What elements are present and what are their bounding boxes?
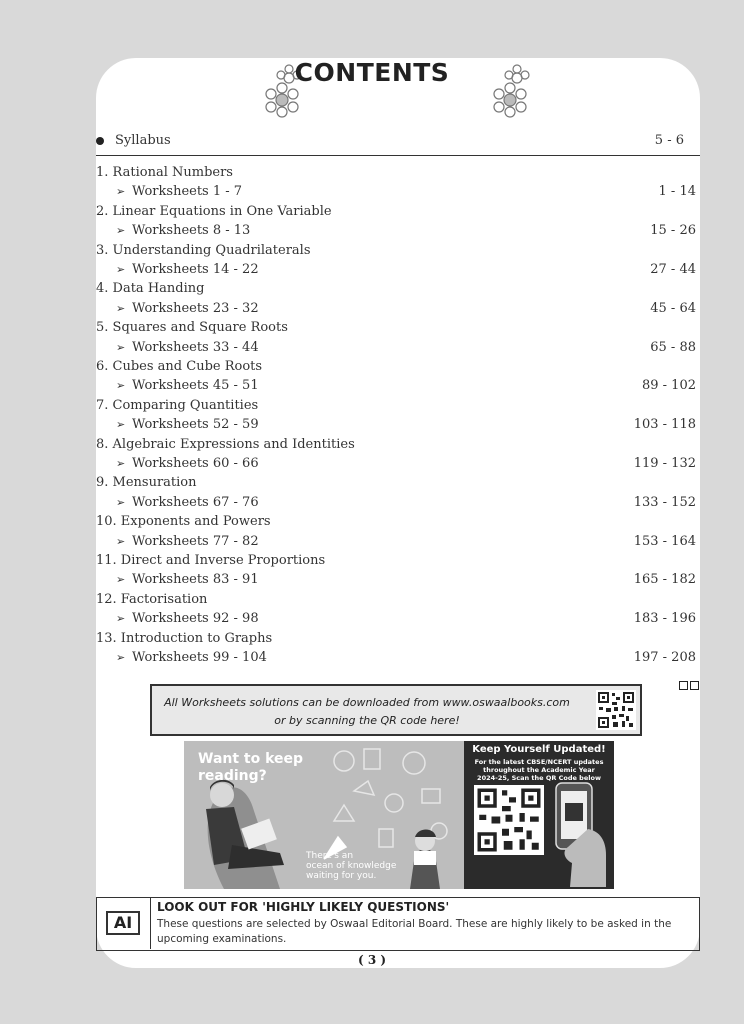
- chapter-title: 6. Cubes and Cube Roots: [96, 359, 263, 374]
- toc-syllabus-row[interactable]: [96, 133, 700, 153]
- ai-heading: LOOK OUT FOR 'HIGHLY LIKELY QUESTIONS': [157, 900, 450, 914]
- toc-chapter-row[interactable]: [96, 631, 700, 651]
- chapter-title: 13. Introduction to Graphs: [96, 630, 273, 646]
- toc-chapter-row[interactable]: [96, 243, 700, 263]
- toc-worksheet-row[interactable]: [96, 417, 700, 437]
- worksheet-pages: 197 - 208: [633, 650, 696, 665]
- notice-line-1: All Worksheets solutions can be downloaded from www.oswaalbooks.com: [164, 696, 570, 709]
- worksheet-pages: 15 - 26: [650, 223, 696, 239]
- arrow-bullet-icon: ➢: [116, 301, 126, 315]
- want-line-2: reading?: [198, 768, 267, 784]
- worksheet-pages: 1 - 14: [658, 184, 696, 200]
- worksheet-range: Worksheets 52 - 59: [132, 417, 259, 433]
- chapter-title: 7. Comparing Quantities: [96, 397, 259, 413]
- ocean-line-3: waiting for you.: [306, 871, 377, 881]
- toc-worksheet-row[interactable]: [96, 223, 700, 243]
- arrow-bullet-icon: ➢: [116, 495, 126, 509]
- syllabus-label: Syllabus: [115, 133, 171, 148]
- worksheet-pages: 153 - 164: [633, 533, 696, 549]
- toc-worksheet-row[interactable]: [96, 572, 700, 592]
- updates-qr-code-icon[interactable]: [474, 785, 544, 855]
- worksheet-range: Worksheets 33 - 44: [132, 339, 259, 355]
- arrow-bullet-icon: ➢: [116, 418, 126, 432]
- keep-line-1: For the latest CBSE/NCERT updates: [474, 758, 604, 766]
- keep-updated-panel: [464, 741, 614, 889]
- arrow-bullet-icon: ➢: [116, 457, 126, 470]
- arrow-bullet-icon: ➢: [116, 185, 126, 199]
- arrow-bullet-icon: ➢: [116, 340, 126, 354]
- toc-chapter-row[interactable]: [96, 475, 700, 495]
- arrow-bullet-icon: ➢: [116, 263, 126, 276]
- keep-reading-banner[interactable]: [184, 741, 614, 889]
- toc-worksheet-row[interactable]: [96, 184, 700, 204]
- worksheet-pages: 27 - 44: [650, 262, 696, 277]
- worksheet-range: Worksheets 14 - 22: [132, 262, 259, 277]
- worksheet-pages: 133 - 152: [633, 494, 696, 510]
- ocean-of-knowledge-text: [306, 851, 396, 881]
- notice-line-2: or by scanning the QR code here!: [274, 714, 460, 727]
- ocean-line-1: There's an: [306, 851, 354, 861]
- arrow-bullet-icon: ➢: [116, 534, 126, 548]
- arrow-bullet-icon: ➢: [116, 573, 126, 587]
- toc-chapter-row[interactable]: [96, 204, 700, 224]
- page-title: CONTENTS: [294, 58, 450, 87]
- toc-worksheet-row[interactable]: [96, 262, 700, 282]
- keep-line-3: 2024-25, Scan the QR Code below: [477, 774, 601, 782]
- worksheet-range: Worksheets 77 - 82: [132, 533, 259, 549]
- worksheet-range: Worksheets 1 - 7: [132, 184, 243, 200]
- chapter-title: 1. Rational Numbers: [96, 165, 233, 180]
- toc-worksheet-row[interactable]: [96, 456, 700, 476]
- toc-chapter-row[interactable]: [96, 320, 700, 340]
- chapter-title: 8. Algebraic Expressions and Identities: [96, 436, 355, 452]
- worksheet-pages: 65 - 88: [650, 339, 696, 355]
- keep-line-2: throughout the Academic Year: [483, 766, 595, 774]
- chapter-title: 5. Squares and Square Roots: [96, 320, 288, 336]
- worksheet-pages: 119 - 132: [633, 456, 696, 471]
- chapter-title: 12. Factorisation: [96, 591, 208, 607]
- toc-chapter-row[interactable]: [96, 281, 700, 301]
- toc-worksheet-row[interactable]: [96, 611, 700, 631]
- toc-worksheet-row[interactable]: [96, 534, 700, 554]
- want-line-1: Want to keep: [198, 751, 304, 767]
- worksheet-range: Worksheets 67 - 76: [132, 494, 259, 510]
- keep-updated-title: Keep Yourself Updated!: [472, 744, 606, 755]
- phone-hand-icon: [550, 779, 612, 887]
- worksheet-range: Worksheets 99 - 104: [132, 650, 267, 665]
- toc-chapter-row[interactable]: [96, 165, 700, 185]
- ai-logo-text: AI: [106, 911, 140, 935]
- chapter-title: 3. Understanding Quadrilaterals: [96, 242, 311, 258]
- toc-chapter-row[interactable]: [96, 398, 700, 418]
- syllabus-pages: 5 - 6: [654, 133, 684, 148]
- worksheet-pages: 165 - 182: [633, 572, 696, 588]
- chapter-title: 11. Direct and Inverse Proportions: [96, 553, 326, 568]
- toc-chapter-row[interactable]: [96, 437, 700, 457]
- chapter-title: 2. Linear Equations in One Variable: [96, 203, 332, 219]
- arrow-bullet-icon: ➢: [116, 224, 126, 238]
- qr-code-icon[interactable]: [596, 690, 636, 730]
- toc-chapter-row[interactable]: [96, 514, 700, 534]
- arrow-bullet-icon: ➢: [116, 612, 126, 626]
- worksheet-pages: 183 - 196: [633, 611, 696, 627]
- worksheet-pages: 103 - 118: [633, 417, 696, 433]
- arrow-bullet-icon: ➢: [116, 651, 126, 664]
- download-notice: [150, 684, 642, 736]
- bullet-icon: [96, 137, 104, 145]
- highly-likely-questions-box: [96, 897, 700, 951]
- chapter-title: 4. Data Handing: [96, 281, 205, 297]
- worksheet-pages: 45 - 64: [650, 300, 696, 316]
- ai-logo-icon: [97, 898, 151, 949]
- chapter-title: 10. Exponents and Powers: [96, 514, 271, 530]
- divider: [96, 155, 700, 156]
- end-mark-icon: [677, 675, 699, 694]
- worksheet-range: Worksheets 23 - 32: [132, 300, 259, 316]
- toc-chapter-row[interactable]: [96, 592, 700, 612]
- worksheet-range: Worksheets 45 - 51: [132, 378, 259, 394]
- toc-chapter-row[interactable]: [96, 553, 700, 573]
- toc-worksheet-row[interactable]: [96, 378, 700, 398]
- worksheet-range: Worksheets 83 - 91: [132, 572, 259, 588]
- toc-worksheet-row[interactable]: [96, 301, 700, 321]
- toc-chapter-row[interactable]: [96, 359, 700, 379]
- worksheet-range: Worksheets 60 - 66: [132, 456, 259, 471]
- toc-worksheet-row[interactable]: [96, 650, 700, 670]
- want-to-keep-reading-text: [198, 751, 303, 785]
- ai-description: These questions are selected by Oswaal Editorial Board. These are highly likely to be asked in the upcoming examinations.: [157, 918, 672, 945]
- page-number: ( 3 ): [357, 953, 387, 967]
- toc-worksheet-row[interactable]: [96, 495, 700, 515]
- worksheet-range: Worksheets 92 - 98: [132, 611, 259, 627]
- arrow-bullet-icon: ➢: [116, 379, 126, 393]
- ocean-line-2: ocean of knowledge: [306, 861, 397, 871]
- worksheet-range: Worksheets 8 - 13: [132, 223, 251, 239]
- chapter-title: 9. Mensuration: [96, 475, 197, 491]
- toc-worksheet-row[interactable]: [96, 340, 700, 360]
- worksheet-pages: 89 - 102: [641, 378, 696, 394]
